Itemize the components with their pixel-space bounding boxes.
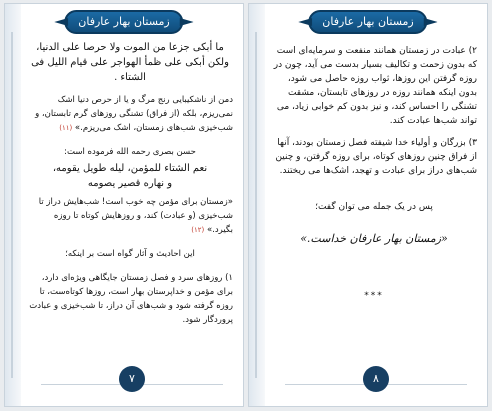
hadith-intro: حسن بصری رحمه الله فرموده است: [64,147,196,157]
point-3: ۳) بزرگان و أولیاء خدا شیفته فصل زمستان بودند، آنها از فراق چنین روزهای کوتاه، برای روزه گرفتن، و چنین شب‌های دراز برای عبادت و تهجد، اشک‌ها می ریختند. [275,138,477,176]
paragraph-text: دمن از ناشکیبایی رنج مرگ و یا از حرص دنیا اشک نمی‌ریزم، بلکه (از فراق) تشنگی روزهای گرم تابستان، و شب‌خیزی شب‌های زمستان، اشک می‌ریزم.» [35,95,233,133]
section-question: این احادیث و آثار گواه است بر اینکه؛ [65,249,195,259]
page-header-banner [64,10,183,34]
page-right [248,3,488,407]
page-edge-decoration [249,4,265,406]
poem-line: ولکن أبکی علی ظمأ الهواجر علی قیام اللیل فی [31,57,229,68]
page-number: ۸ [363,366,389,392]
page-left [4,3,244,407]
section-divider-stars: *** [364,291,384,301]
hadith-arabic: نعم الشتاء للمؤمن، لیله طویل یقومه، [52,163,208,174]
page-body [271,44,477,313]
poem-line: الشتاء . [114,72,146,83]
point-2: ۲) عبادت در زمستان همانند منفعت و سرمایه‌ای است که بدون زحمت و تکالیف بسیار بدست می آید، چون در روزه گرفتن این روزها، ثواب روزه حاصل می شود، بدون اینکه همانند روزه در روزهای تابستان، مشقت تشنگی را احساس کند، و نیز بدون کم خوابی زیاد، می تواند شب‌ها عبادت کند. [273,46,477,126]
calligraphy-quote: «زمستان بهار عارفان خداست.» [300,232,448,245]
poem-line: ما أبکی جزعا من الموت ولا حرصا علی الدنیا، [36,42,224,53]
paragraph [27,195,233,237]
summary-intro: پس در یک جمله می توان گفت؛ [315,202,433,212]
page-header-title: زمستان بهار عارفان [322,15,414,28]
paragraph-text: «زمستان برای مؤمن چه خوب است! شب‌هایش دراز تا شب‌خیزی (و عبادت) کند، و روزهایش کوتاه تا روزه بگیرد.» [38,197,233,235]
page-number: ۷ [119,366,145,392]
page-footer [21,370,243,400]
point-1: ۱) روزهای سرد و فصل زمستان جایگاهی ویژه‌ای دارد، برای مؤمن و خداپرستان بهار است، روزها کوتاه‌ست، تا روزه گرفته شود و شب‌های آن دراز، تا شب‌خیزی و عبادت پروردگار شود. [29,273,233,325]
page-edge-decoration [5,4,21,406]
page-body [27,40,233,337]
hadith-arabic: و نهاره قصیر یصومه [87,178,173,189]
footnote-ref: (۱۲) [191,226,205,234]
footnote-ref: (۱۱) [59,124,73,132]
paragraph [27,93,233,135]
page-header-title: زمستان بهار عارفان [78,15,170,28]
page-header-banner [308,10,427,34]
page-footer [265,370,487,400]
